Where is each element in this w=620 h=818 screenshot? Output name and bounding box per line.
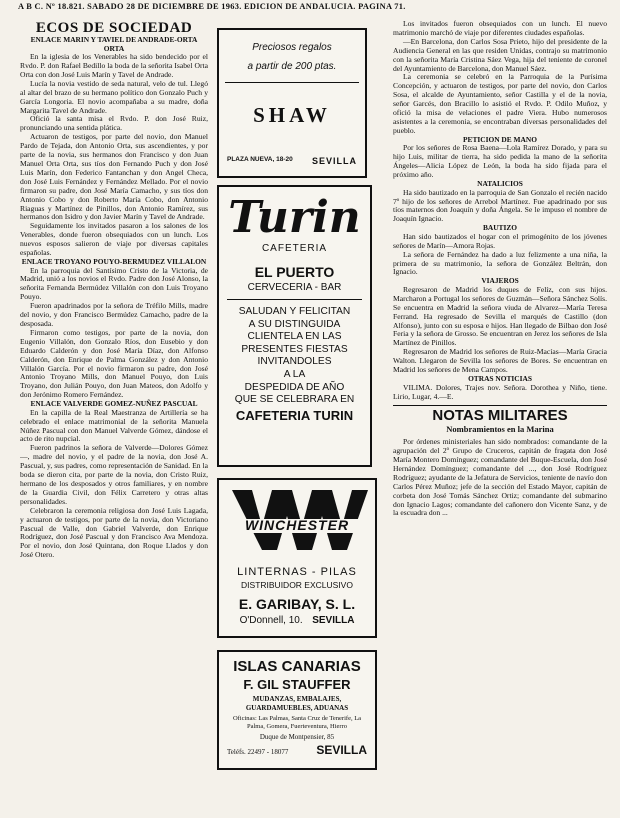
viajeros-heading: VIAJEROS [481,276,519,286]
shaw-address: PLAZA NUEVA, 18-20 [227,156,293,163]
turin-line: INVITANDOLES [257,356,332,368]
article-paragraph: Regresaron de Madrid los señores de Ruiz-Macías—María Gracia Walton. Llegaron de Sevilla los señores de Bores. Se encuentran en Madrid los señores de Mena Campos. [393,347,607,375]
winchester-company: E. GARIBAY, S. L. [238,596,356,612]
canarias-offices: Oficinas: Las Palmas, Santa Cruz de Tenerife, La Palma, Gomera, Fuerteventura, Hierro [232,715,362,730]
article-paragraph: Fueron apadrinados por la señora de Tréfilo Mills, madre del novio, y don Francisco Bermúdez Camacho, padre de la desposada. [20,301,208,328]
article-paragraph: —En Barcelona, don Carlos Sosa Prieto, hijo del presidente de la Audiencia General en las que residen Unidas, contrajo su matrimonio con la señorita María Cristina Sáez Vega, hija del teniente de coronel del Ayuntamiento de Barcelona, don Manuel Sáez. [393,36,607,73]
article-paragraph: En la parroquia del Santísimo Cristo de la Victoria, de Madrid, unió a los novios el Rvdo. Padre don José Alonso, la señorita Fernanda Bermúdez Villalón con don Luis Troyano Pouyo. [20,265,208,302]
article-paragraph: En la iglesia de los Venerables ha sido bendecido por el Rvdo. P. don Rafael Bedillo la boda de la señorita Isabel Orta Orta con don José Luis Marín y Tavel de Andrade. [20,52,208,79]
turin-line: SALUDAN Y FELICITAN [238,306,351,317]
turin-subtitle: CERVECERIA - BAR [247,282,342,293]
turin-line: A SU DISTINGUIDA [248,318,341,330]
article-heading: ENLACE MARIN Y TAVIEL DE ANDRADE-ORTA ORTA [30,34,198,53]
winchester-address: O'Donnell, 10. [239,615,303,626]
canarias-phone: Teléfs. 22497 - 18077 [227,748,289,756]
canarias-ad [217,650,377,770]
article-heading: ENLACE VALVERDE GOMEZ-NUÑEZ PASCUAL [30,399,198,409]
turin-line: CAFETERIA TURIN [235,407,354,423]
winchester-brand: WINCHESTER [244,517,350,533]
otras-heading: OTRAS NOTICIAS [468,374,532,383]
article-paragraph: Actuaron de testigos, por parte del novio, don Manuel Pardo de Tejada, don Antonio Orta, sus ascendientes, y por parte de la novia, sus hermanos don Francisco y don Juan Manuel Orta Orta, sus tíos don Fernando Puch y don José Luis Marín, don Federico Fantanchan y don Angel Checa, don José Luis Fernández y Fernández Mellado. Por el novio firmaron su padre, don José María Camacho, y sus tíos don Antonio Cobo y don Roberto María Cobo, don Antonio Riaguas y Martínez de Pinillos, don Antonio Ramírez, sus hermanos don Isidro y don Javier Marín y Tavel de Andrade. [20,132,208,222]
bautizo-heading: BAUTIZO [482,223,518,233]
article-paragraph: Regresaron de Madrid los duques de Felíz, con sus hijos. Marcharon a Portugal los señores de Guzmán—Señora Sánchez Solís. Se encuentra en Madrid la señora viuda de Alvarez—María Teresa Ferrand. Ha regresado de Sevilla el marqués de Castillo (don Alfonso), junto con su esposa e hijos. Han llegado de Bilbao don José Feria y la señora de Grosso. Se encuentran en Jerez los señores de Isla Martínez de Pinillos. [393,284,607,348]
turin-ad [217,185,372,467]
article-heading: ENLACE TROYANO POUYO-BERMUDEZ VILLALON [21,256,207,266]
article-paragraph: Han sido bautizados el hogar con el primogénito de los jóvenes señores de Marín—Amora Rojas. [393,231,607,250]
turin-sub: CAFETERIA [261,243,328,254]
winchester-ad [217,478,377,638]
turin-logo: Turin [228,192,361,243]
turin-line: A LA [283,368,306,380]
article-paragraph: En la capilla de la Real Maestranza de Artillería se ha celebrado el enlace matrimonial de la señorita Manuela Núñez Pascual con don Manuel Valverde Gómez, dándose el acto de rito nupcial. [20,407,208,444]
shaw-line1: Preciosos regalos [252,42,332,53]
article-paragraph: Los invitados fueron obsequiados con un lunch. El nuevo matrimonio marchó de viaje por diferentes ciudades españolas. [393,20,607,37]
article-paragraph: Firmaron como testigos, por parte de la novia, don Eugenio Villalón, don Gonzalo Ríos, don Eusebio y don Eduardo Calderón y don José María Díaz, don Alfonso Calderón, don Enrique de Palma González y don Antonio Villalón García. Por el novio firmaron su padre, don José Antonio Troyano Mills, don Manuel Pouyo, don Luis Troyano, don Julián Pouyo, don Juan Mateos, don Adolfo y don Jerónimo Romero Fernández. [20,327,208,400]
canarias-title: ISLAS CANARIAS [233,658,361,675]
article-paragraph: Fueron padrinos la señora de Valverde—Dolores Gómez—, madre del novio, y el padre de la novia, don José A. Pascual, y, sus padres, como representación de Sanidad. En la boda se dieron cita, por parte de la novia, don Cristo Ruiz, hermano de los desposados y otros familiares, y en nombre de la Guardia Civil, don Félix Carretero y otras altas personalidades. [20,443,208,506]
notas-militares-sub: Nombramientos en la Marina [446,424,554,435]
article-paragraph: La señora de Fernández ha dado a luz felizmente a una niña, la primera de su matrimonio, la señora de González Beltrán, don Ignacio. [393,249,607,277]
turin-body [219,306,370,422]
turin-title: EL PUERTO [254,264,335,280]
canarias-city: SEVILLA [316,743,367,757]
article-paragraph: Ofició la santa misa el Rvdo. P. don José Ruiz, pronunciando una sentida plática. [20,114,208,133]
peticion-heading: PETICION DE MANO [463,134,537,144]
winchester-line1: LINTERNAS - PILAS [237,566,357,578]
article-paragraph: Por los señores de Rosa Baena—Lola Ramírez Dorado, y para su hijo Luis, militar de tierra, ha sido pedida la mano de la señorita Ángeles—Alicia López de León, la boda ha sido fijada para el próximo año. [393,143,607,180]
shaw-city: SEVILLA [311,156,357,166]
left-column [20,20,208,560]
right-column [393,20,607,518]
article-paragraph: La ceremonia se celebró en la Parroquia de la Purísima Concepción, y actuaron de testigos, por parte del novio, don Carlos Sosa, el alcalde de Ayuntamiento, señor Castilla y el de la novia, señor Garcés, don Bracillo lo asistió el Rvdo. P. Odilo Muñoz, y ofició la misa de velaciones el padre Viera. Hubo numerosos asistentes a la ceremonia, se encontraban diversas personalidades del pueblo. [393,72,607,135]
article-paragraph: Celebraron la ceremonia religiosa don José Luis Lagada, y actuaron de testigos, por parte de la novia, don Victoriano Pascual de Valle, don Gabriel Valverde, don Enrique Rodríguez, don José Pascual y don Francisco Ava Mendoza. Por el novio, don José Quintana, don Roque Llados y don José Otero. [20,505,208,560]
canarias-name: F. GIL STAUFFER [243,677,351,692]
winchester-line2: DISTRIBUIDOR EXCLUSIVO [241,580,353,590]
natalicios-heading: NATALICIOS [477,179,523,188]
turin-line: CLIENTELA EN LAS [247,331,342,343]
section-title: ECOS DE SOCIEDAD [35,20,193,36]
shaw-ad [217,28,367,178]
article-paragraph: VILIMA. Dolores, Trajes nov. Señora. Dorothea y Niño, tiene. Lirio, Lugar, 4.—E. [393,382,607,401]
turin-line: PRESENTES FIESTAS [241,343,348,355]
canarias-desc: MUDANZAS, EMBALAJES, GUARDAMUEBLES, ADUANAS [245,695,349,712]
turin-line: QUE SE CELEBRARA EN [234,394,355,406]
article-paragraph: Lucía la novia vestido de seda natural, velo de tul. Llegó al altar del brazo de su hermano político don Gonzalo Puch y García Longoria. El novio acompañaba a su madre, doña Margarita Tavel de Andrade. [20,78,208,115]
turin-line: DESPEDIDA DE AÑO [244,381,345,393]
page-header: A B C. Nº 18.821. SABADO 28 DE DICIEMBRE DE 1963. EDICION DE ANDALUCIA. PAGINA 71. [18,2,406,11]
article-paragraph: Seguidamente los invitados pasaron a los salones de los Venerables, donde fueron obsequiados con un lunch. Los nuevos esposos salieron de viaje por diversas capitales españolas. [20,221,208,258]
article-paragraph: Por órdenes ministeriales han sido nombrados: comandante de la agrupación del 2º Grupo de Cruceros, capitán de fragata don José María Montero Domínguez; comandante del Buque-Escuela, don José Hernández Domínguez; comandante del ..., don José Rodríguez Rodríguez; ayudante de la Jefatura de Servicios, teniente de navío don Carlos Pérez Muñoz; jefe de la sección del Estado Mayor, capitán de corbeta don José Tomás Sánchez Ortiz; comandante del submarino don Ignacio Lagos; comandante del cañonero don Vicente Sanz, y de la escuadra don ... [393,437,607,518]
notas-militares-title: NOTAS MILITARES [432,407,568,425]
shaw-brand: SHAW [253,103,331,127]
winchester-city: SEVILLA [312,615,355,626]
shaw-line2: a partir de 200 ptas. [247,61,337,72]
canarias-address: Duque de Montpensier, 85 [259,733,335,741]
article-paragraph: Ha sido bautizado en la parroquia de San Gonzalo el recién nacido 7º hijo de los señores de Arrebol Martínez. Fue apadrinado por sus tíos maternos don Joaquín y doña Ángela. Se le impuso el nombre de Joaquín Ignacio. [393,187,607,224]
